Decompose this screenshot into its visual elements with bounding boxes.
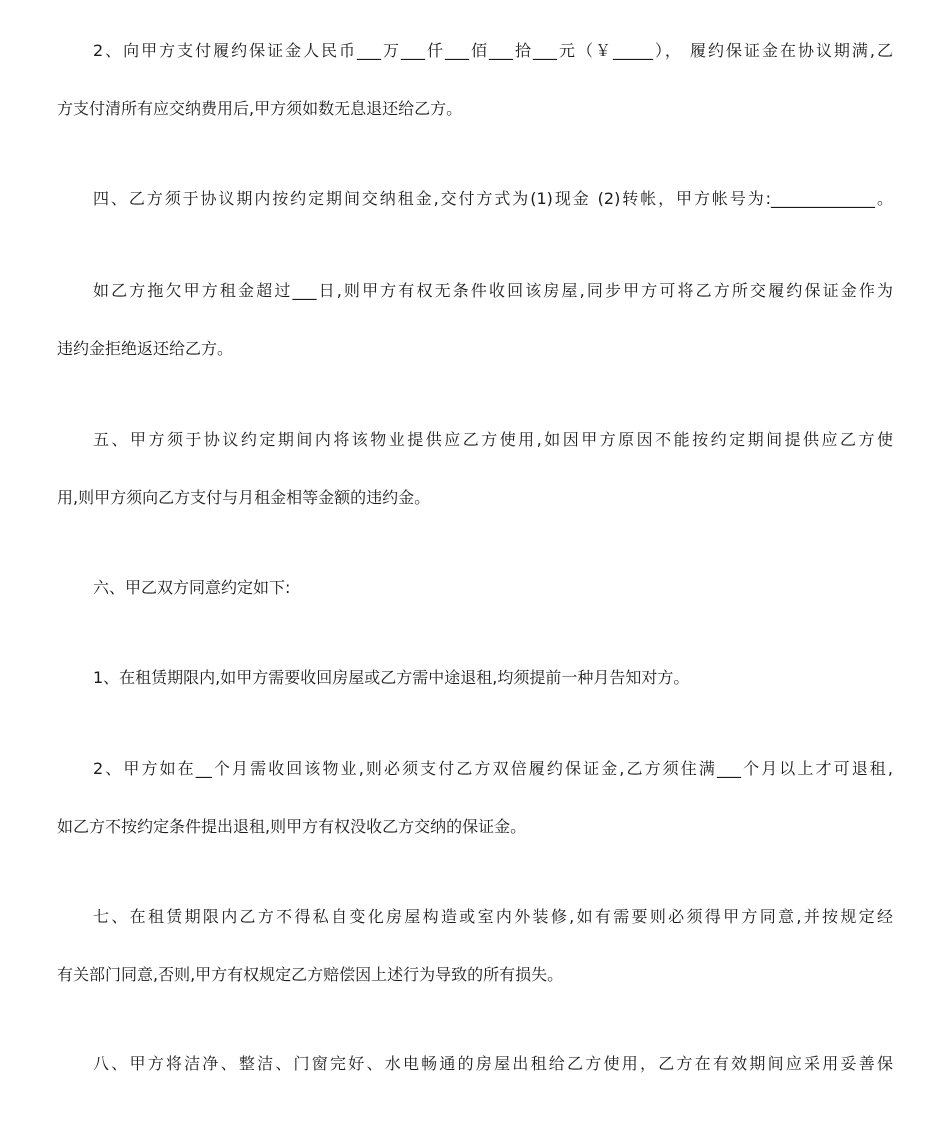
clause-2-deposit-line-2: 方支付清所有应交纳费用后,甲方须如数无息退还给乙方。 (57, 99, 463, 118)
clause-7-line-1: 七、在租赁期限内乙方不得私自变化房屋构造或室内外装修,如有需要则必须得甲方同意,并按规定经 (93, 907, 893, 926)
clause-5-line-1: 五、甲方须于协议约定期间内将该物业提供应乙方使用,如因甲方原因不能按约定期间提供应乙方使 (93, 430, 893, 449)
clause-8-line-1: 八、甲方将洁净、整洁、门窗完好、水电畅通的房屋出租给乙方使用，乙方在有效期间应采用妥善保 (93, 1054, 893, 1073)
clause-5-line-2: 用,则甲方须向乙方支付与月租金相等金额的违约金。 (57, 488, 431, 507)
clause-4-arrears-line-2: 违约金拒绝返还给乙方。 (57, 339, 234, 358)
clause-6-item-2-line-1: 2、甲方如在__个月需收回该物业,则必须支付乙方双倍履约保证金,乙方须住满___个月以上才可退租, (93, 759, 893, 778)
clause-6-item-2-line-2: 如乙方不按约定条件提出退租,则甲方有权没收乙方交纳的保证金。 (57, 817, 527, 836)
clause-4-rent-payment: 四、乙方须于协议期内按约定期间交纳租金,交付方式为(1)现金 (2)转帐，甲方帐号为:_____________。 (93, 189, 893, 208)
clause-4-arrears-line-1: 如乙方拖欠甲方租金超过___日,则甲方有权无条件收回该房屋,同步甲方可将乙方所交履约保证金作为 (93, 281, 893, 300)
clause-6-item-1: 1、在租赁期限内,如甲方需要收回房屋或乙方需中途退租,均须提前一种月告知对方。 (93, 668, 690, 687)
clause-2-deposit-line-1: 2、向甲方支付履约保证金人民币___万___仟___佰___拾___元（￥_____）， 履约保证金在协议期满,乙 (93, 41, 893, 60)
clause-6-heading: 六、甲乙双方同意约定如下: (93, 578, 291, 597)
clause-7-line-2: 有关部门同意,否则,甲方有权规定乙方赔偿因上述行为导致的所有损失。 (57, 965, 564, 984)
